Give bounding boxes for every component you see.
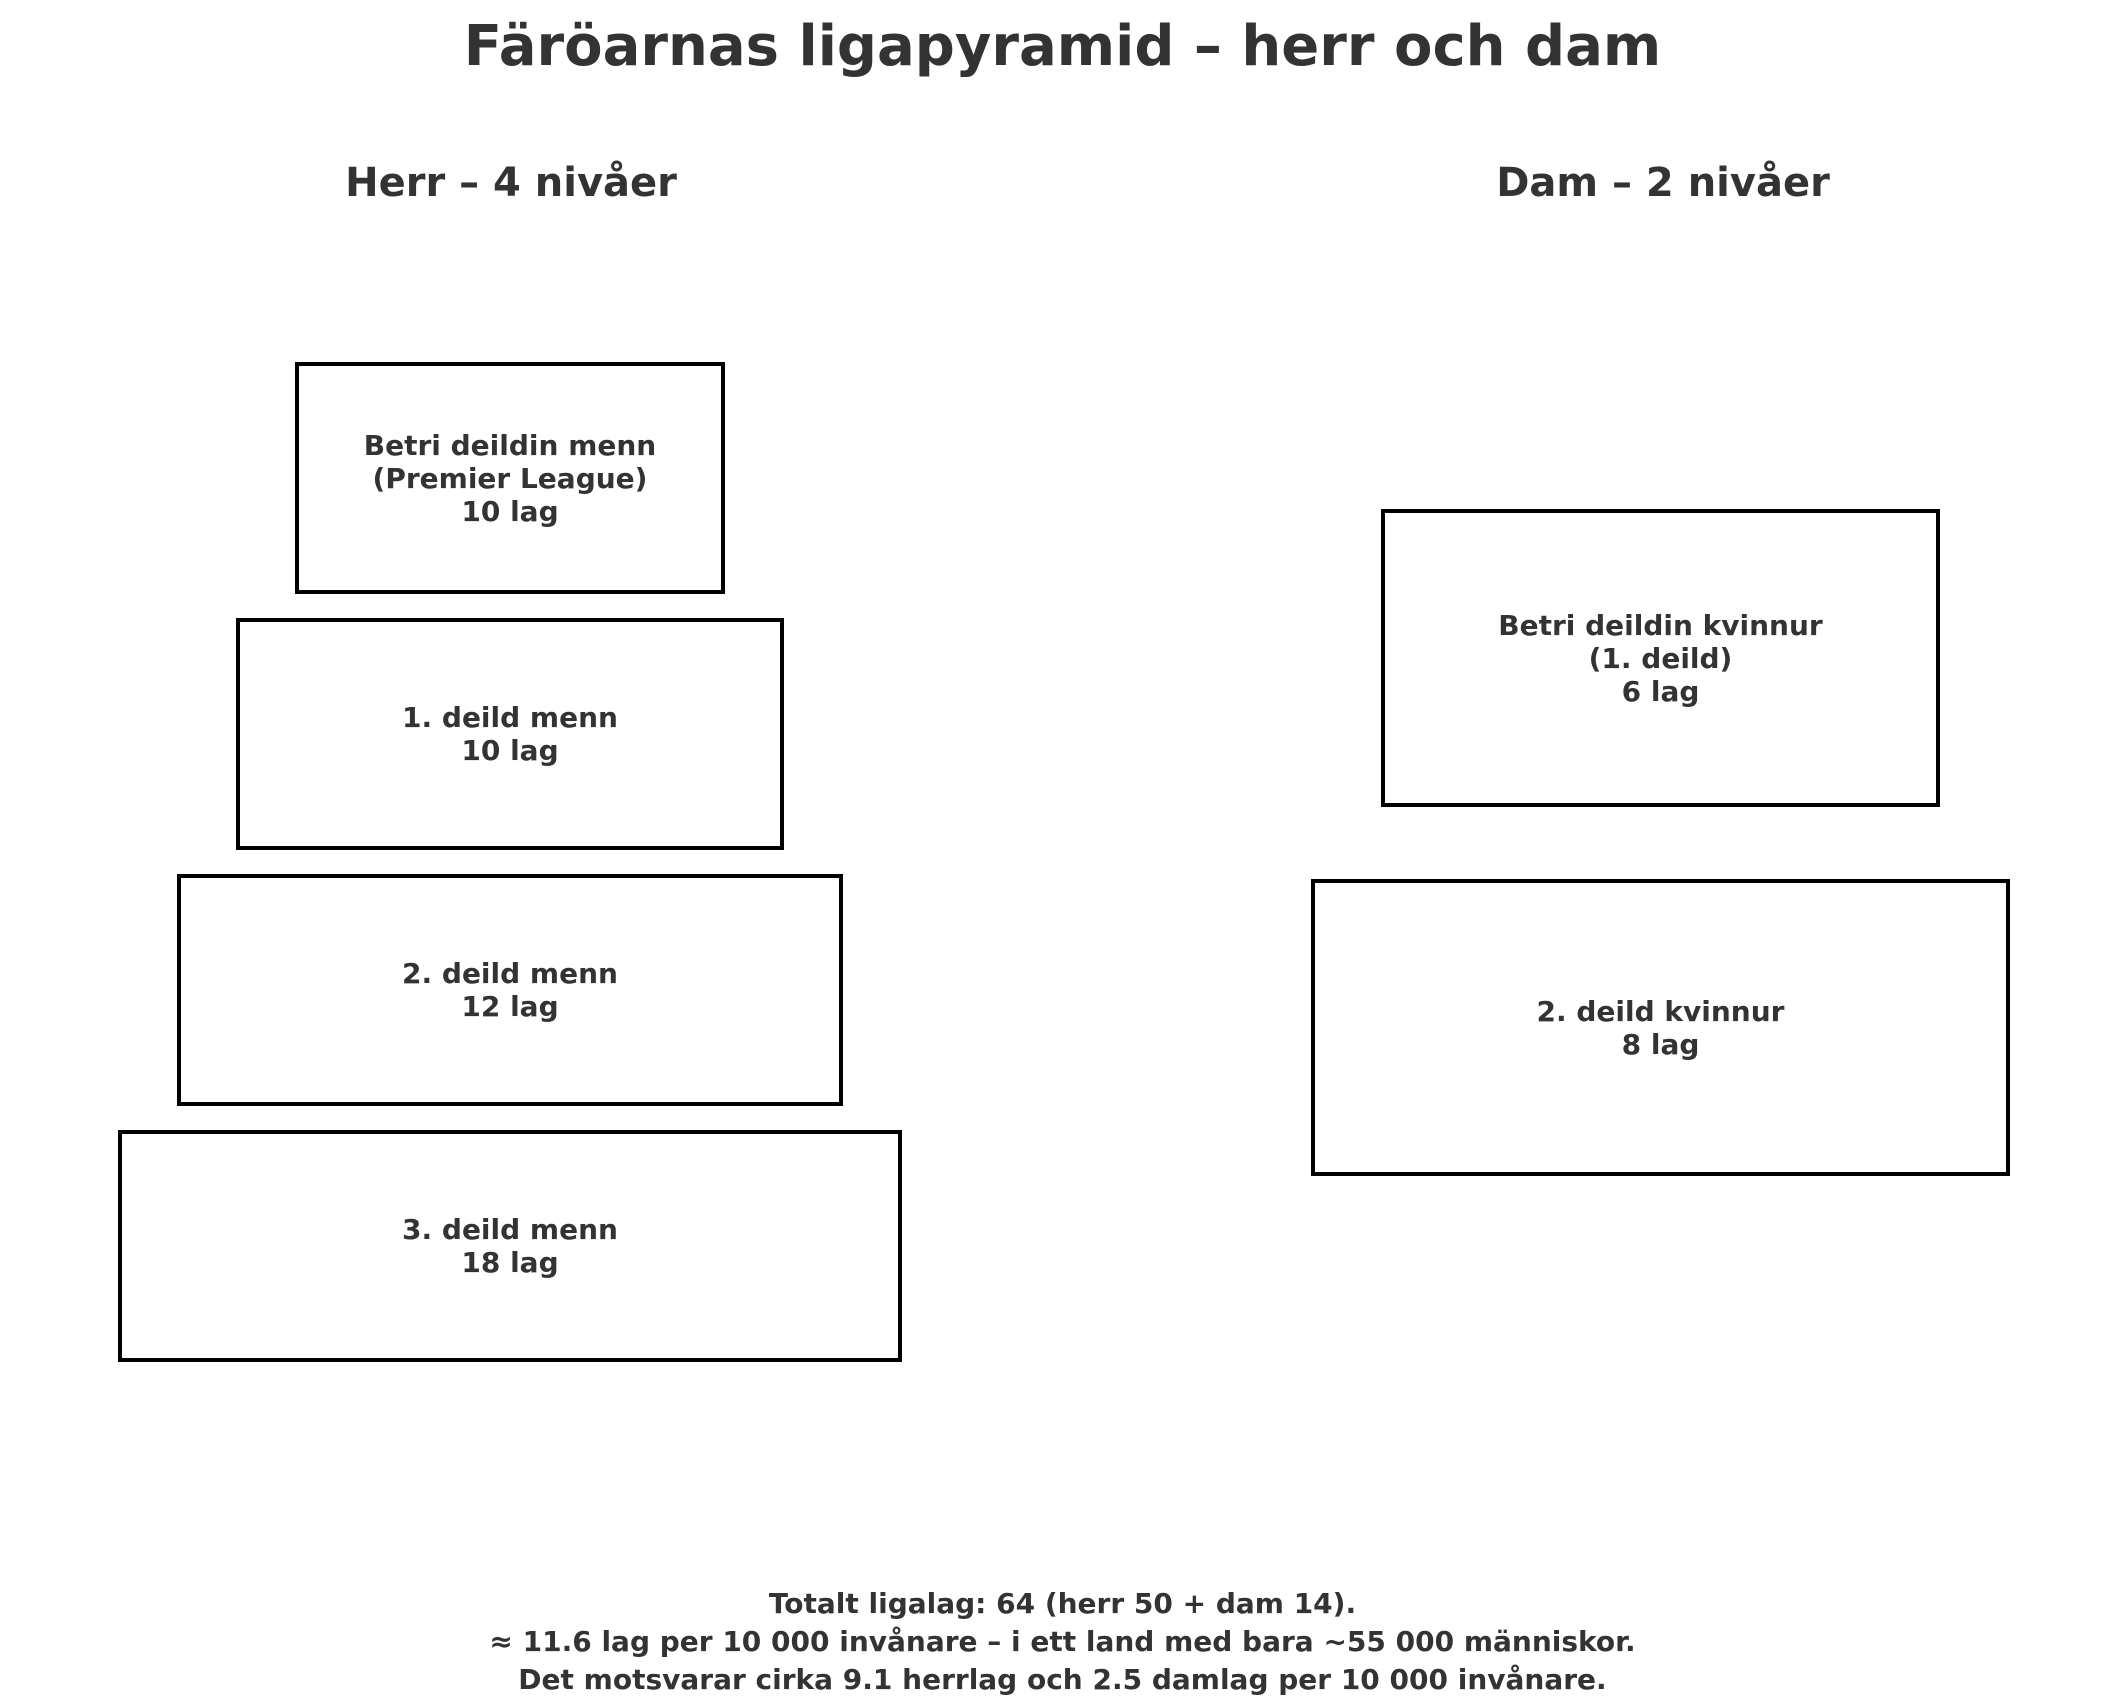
men-level-3-name: 2. deild menn (402, 957, 618, 990)
women-level-2-box (1311, 879, 2010, 1176)
women-level-1-teams: 6 lag (1621, 674, 1700, 708)
summary-line-1: Totalt ligalag: 64 (herr 50 + dam 14). (768, 1587, 1357, 1620)
men-level-4-teams: 18 lag (461, 1246, 559, 1279)
men-level-3-teams: 12 lag (461, 990, 559, 1023)
men-level-2-box (236, 618, 784, 850)
men-level-1-teams: 10 lag (461, 494, 559, 528)
men-level-2-teams: 10 lag (461, 734, 559, 767)
women-level-1-box (1381, 509, 1940, 807)
men-level-1-alias: (Premier League) (372, 461, 648, 495)
women-level-2-teams: 8 lag (1621, 1027, 1700, 1061)
page-title: Färöarnas ligapyramid – herr och dam (463, 14, 1662, 79)
women-level-2-name: 2. deild kvinnur (1536, 994, 1785, 1028)
men-level-4-name: 3. deild menn (402, 1213, 618, 1246)
women-level-1-name: Betri deildin kvinnur (1498, 608, 1823, 642)
men-level-1-name: Betri deildin menn (363, 428, 657, 462)
men-level-3-box (177, 874, 843, 1106)
men-heading: Herr – 4 nivåer (345, 160, 677, 206)
men-level-1-box (295, 362, 725, 594)
men-level-4-box (118, 1130, 902, 1362)
summary-line-3: Det motsvarar cirka 9.1 herrlag och 2.5 damlag per 10 000 invånare. (518, 1663, 1607, 1696)
men-level-2-name: 1. deild menn (402, 701, 618, 734)
women-heading: Dam – 2 nivåer (1496, 160, 1830, 206)
summary-text (0, 1585, 2125, 1699)
women-level-1-alias: (1. deild) (1588, 641, 1733, 675)
summary-line-2: ≈ 11.6 lag per 10 000 invånare – i ett land med bara ~55 000 människor. (489, 1625, 1636, 1658)
